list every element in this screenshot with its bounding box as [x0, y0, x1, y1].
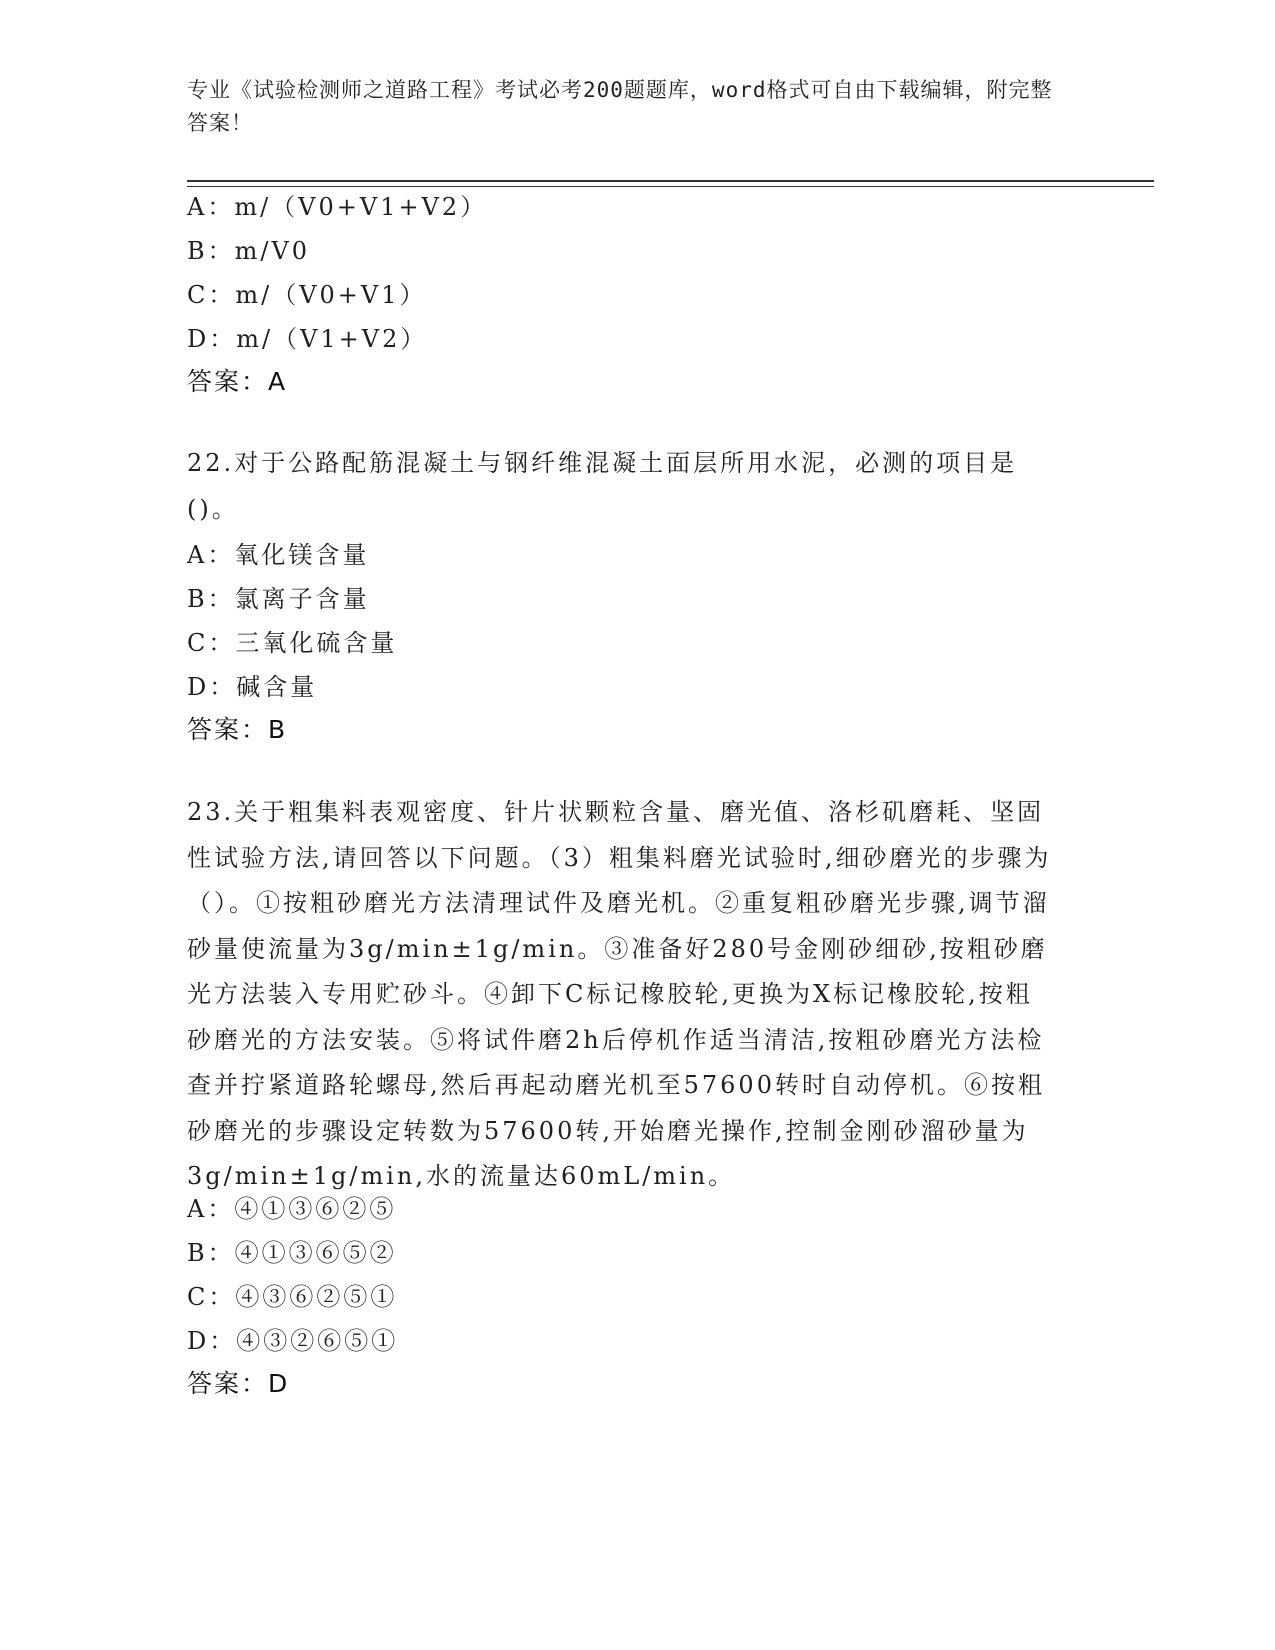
q22-option-c: C：三氧化硫含量: [187, 629, 398, 657]
q22-option-d: D：碱含量: [187, 673, 318, 701]
q21-answer: 答案：A: [187, 367, 288, 396]
q23-option-c: C：④③⑥②⑤①: [187, 1283, 398, 1311]
q23-answer: 答案：D: [187, 1369, 290, 1398]
q22-option-a: A：氧化镁含量: [187, 541, 370, 569]
q23-option-d: D：④③②⑥⑤①: [187, 1327, 399, 1355]
document-header: 专业《试验检测师之道路工程》考试必考200题题库，word格式可自由下载编辑，附完整答案！: [187, 78, 1053, 135]
q23-option-b: B：④①③⑥⑤②: [187, 1239, 397, 1267]
q23-option-a: A：④①③⑥②⑤: [187, 1195, 397, 1223]
q21-option-c: C：m/（V0+V1）: [187, 281, 427, 309]
q22-option-b: B：氯离子含量: [187, 585, 370, 613]
q21-option-a: A：m/（V0+V1+V2）: [187, 193, 488, 221]
q22-question: 22.对于公路配筋混凝土与钢纤维混凝土面层所用水泥，必测的项目是()。: [187, 449, 1018, 523]
q21-option-d: D：m/（V1+V2）: [187, 325, 428, 353]
q22-answer: 答案：B: [187, 715, 288, 744]
header-divider: [187, 180, 1154, 187]
q21-option-b: B：m/V0: [187, 237, 311, 265]
q23-question: 23.关于粗集料表观密度、针片状颗粒含量、磨光值、洛杉矶磨耗、坚固性试验方法,请回答以下问题。（3）粗集料磨光试验时,细砂磨光的步骤为（）。①按粗砂磨光方法清理试件及磨光机。②重复粗砂磨光步骤,调节溜砂量使流量为3g/min±1g/min。③准备好280号金刚砂细砂,按粗砂磨光方法装入专用贮砂斗。④卸下C标记橡胶轮,更换为X标记橡胶轮,按粗砂磨光的方法安装。⑤将试件磨2h后停机作适当清洁,按粗砂磨光方法检查并拧紧道路轮螺母,然后再起动磨光机至57600转时自动停机。⑥按粗砂磨光的步骤设定转数为57600转,开始磨光操作,控制金刚砂溜砂量为3g/min±1g/min,水的流量达60mL/min。: [187, 798, 1052, 1190]
